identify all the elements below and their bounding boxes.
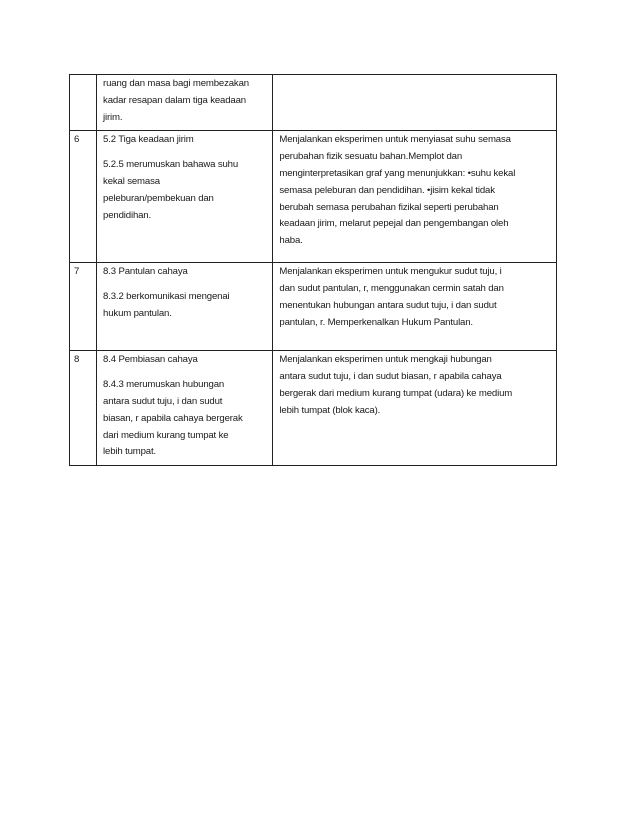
table-row: [70, 263, 557, 351]
learning-objective-text: 8.3.2 berkomunikasi mengenai hukum pantulan.: [103, 291, 230, 319]
activity-cell: [273, 75, 557, 131]
learning-objective-cell: [97, 351, 273, 466]
activity-text: Menjalankan eksperimen untuk menyiasat suhu semasa perubahan fizik sesuatu bahan.Memplot dan menginterpretasikan graf yang menunjukkan: •suhu kekal semasa peleburan dan pendidihan. •jisim kekal tidak berubah semasa perubahan fizikal seperti perubahan keadaan jirim, melarut pepejal dan pengembangan oleh haba.: [279, 134, 516, 247]
learning-objective-cell: [97, 263, 273, 351]
row-number: 6: [74, 134, 80, 146]
topic-heading: 8.4 Pembiasan cahaya: [103, 354, 198, 366]
learning-objective-text: 8.4.3 merumuskan hubungan antara sudut tuju, i dan sudut biasan, r apabila cahaya bergerak dari medium kurang tumpat ke lebih tumpat.: [103, 379, 243, 458]
topic-heading: 8.3 Pantulan cahaya: [103, 266, 188, 278]
learning-objective-text: 5.2.5 merumuskan bahawa suhu kekal semasa peleburan/pembekuan dan pendidihan.: [103, 159, 239, 221]
learning-objective-text: ruang dan masa bagi membezakan kadar resapan dalam tiga keadaan jirim.: [103, 78, 249, 123]
activity-text: Menjalankan eksperimen untuk mengkaji hubungan antara sudut tuju, i dan sudut biasan, r apabila cahaya bergerak dari medium kurang tumpat (udara) ke medium lebih tumpat (blok kaca).: [279, 354, 513, 416]
row-number-cell: [70, 263, 97, 351]
activity-cell: [273, 131, 557, 263]
row-number: 8: [74, 354, 80, 366]
activity-cell: [273, 263, 557, 351]
activity-text: Menjalankan eksperimen untuk mengukur sudut tuju, i dan sudut pantulan, r, menggunakan cermin satah dan menentukan hubungan antara sudut tuju, i dan sudut pantulan, r. Memperkenalkan Hukum Pantulan.: [279, 266, 504, 328]
table-row: [70, 351, 557, 466]
row-number-cell: [70, 351, 97, 466]
row-number-cell: [70, 131, 97, 263]
syllabus-table: [69, 74, 557, 466]
table-row: [70, 75, 557, 131]
learning-objective-cell: [97, 75, 273, 131]
activity-cell: [273, 351, 557, 466]
row-number: 7: [74, 266, 80, 278]
row-number-cell: [70, 75, 97, 131]
topic-heading: 5.2 Tiga keadaan jirim: [103, 134, 194, 146]
learning-objective-cell: [97, 131, 273, 263]
table-row: [70, 131, 557, 263]
